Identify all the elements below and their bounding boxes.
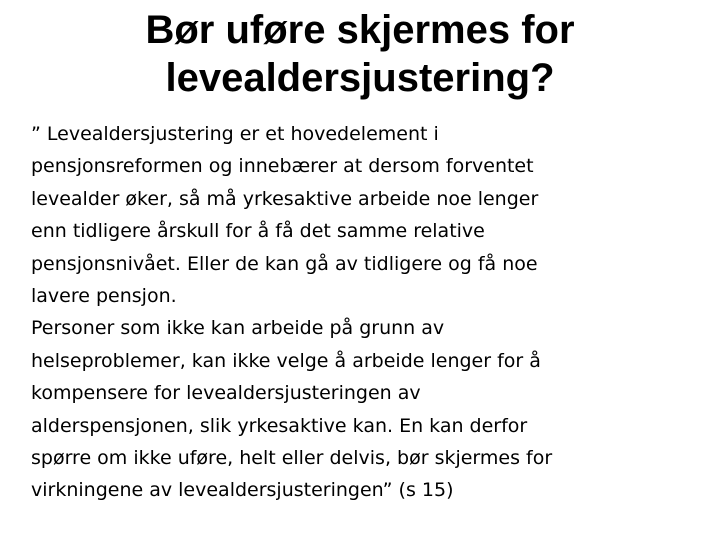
slide-title bbox=[40, 6, 680, 102]
body-line: Personer som ikke kan arbeide på grunn av bbox=[31, 317, 445, 340]
title-line: Bør uføre skjermes for bbox=[145, 8, 575, 52]
body-line: lavere pensjon. bbox=[31, 285, 177, 308]
body-line: enn tidligere årskull for å få det samme relative bbox=[31, 220, 485, 243]
quote-body bbox=[31, 118, 701, 507]
body-line: kompensere for levealdersjusteringen av bbox=[31, 382, 421, 405]
title-line: levealdersjustering? bbox=[165, 56, 555, 100]
body-line: virkningene av levealdersjusteringen” (s 15) bbox=[31, 479, 454, 502]
body-line: ” Levealdersjustering er et hovedelement i bbox=[31, 123, 439, 145]
body-line: spørre om ikke uføre, helt eller delvis, bør skjermes for bbox=[31, 447, 553, 470]
body-line: pensjonsnivået. Eller de kan gå av tidligere og få noe bbox=[31, 252, 538, 275]
body-line: alderspensjonen, slik yrkesaktive kan. En kan derfor bbox=[31, 414, 528, 437]
body-line: pensjonsreformen og innebærer at dersom forventet bbox=[31, 155, 534, 178]
body-line: helseproblemer, kan ikke velge å arbeide lenger for å bbox=[31, 349, 541, 372]
body-line: levealder øker, så må yrkesaktive arbeide noe lenger bbox=[31, 187, 539, 210]
